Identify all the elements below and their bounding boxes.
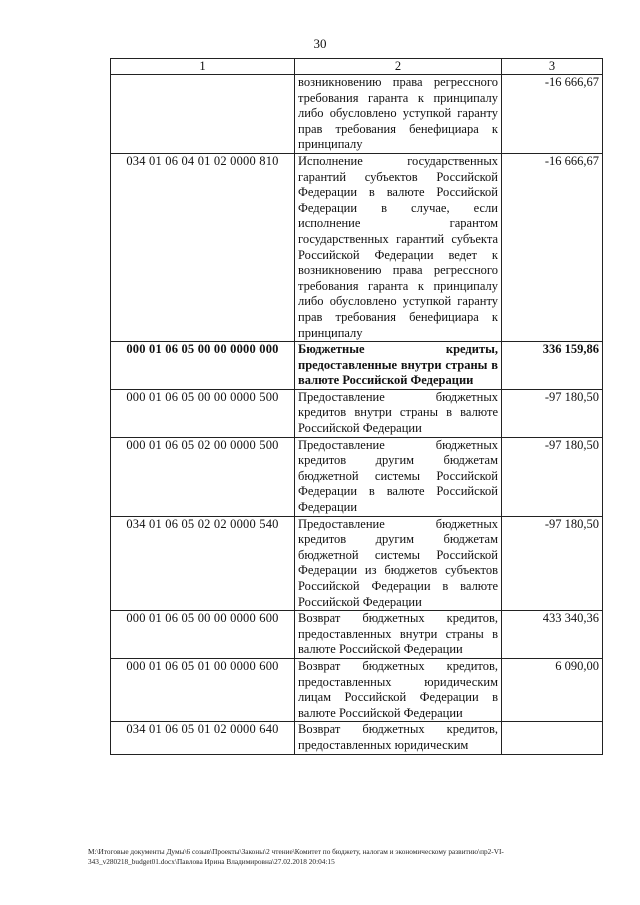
table-row: [111, 516, 603, 611]
row-amount: 336 159,86: [502, 342, 603, 390]
budget-code: 000 01 06 05 02 00 0000 500: [111, 437, 295, 516]
budget-code: 000 01 06 05 00 00 0000 600: [111, 611, 295, 659]
column-header: 2: [295, 59, 502, 75]
budget-code: 034 01 06 05 02 02 0000 540: [111, 516, 295, 611]
row-amount: -16 666,67: [502, 75, 603, 154]
row-description: Предоставление бюджетных кредитов другим бюджетам бюджетной системы Российской Федерации в валюте Российской Федерации: [295, 437, 502, 516]
row-amount: -16 666,67: [502, 153, 603, 341]
table-row: [111, 342, 603, 390]
row-description: Предоставление бюджетных кредитов другим бюджетам бюджетной системы Российской Федерации из бюджетов субъектов Российской Федерации в валюте Российской Федерации: [295, 516, 502, 611]
column-header: 3: [502, 59, 603, 75]
budget-code: 034 01 06 05 01 02 0000 640: [111, 722, 295, 754]
page-number: 30: [313, 36, 327, 51]
row-amount: [502, 722, 603, 754]
row-description: Возврат бюджетных кредитов, предоставленных юридическим: [295, 722, 502, 754]
row-amount: -97 180,50: [502, 437, 603, 516]
row-description: Предоставление бюджетных кредитов внутри страны в валюте Российской Федерации: [295, 389, 502, 437]
row-description: Исполнение государственных гарантий субъектов Российской Федерации в валюте Российской Федерации в случае, если исполнение гарантом государственных гарантий субъекта Российской Федерации ведет к возникновению права регрессного требования гаранта к принципалу либо обусловлено уступкой гаранту прав требования бенефициара к принципалу: [295, 153, 502, 341]
table-row: [111, 75, 603, 154]
table-row: [111, 658, 603, 721]
row-description: Возврат бюджетных кредитов, предоставленных юридическим лицам Российской Федерации в валюте Российской Федерации: [295, 658, 502, 721]
table-row: [111, 153, 603, 341]
row-description: Возврат бюджетных кредитов, предоставленных внутри страны в валюте Российской Федерации: [295, 611, 502, 659]
budget-code: 000 01 06 05 00 00 0000 500: [111, 389, 295, 437]
row-amount: 433 340,36: [502, 611, 603, 659]
row-amount: 6 090,00: [502, 658, 603, 721]
row-description: Бюджетные кредиты, предоставленные внутри страны в валюте Российской Федерации: [295, 342, 502, 390]
row-amount: -97 180,50: [502, 389, 603, 437]
budget-code: 034 01 06 04 01 02 0000 810: [111, 153, 295, 341]
document-footer-path: М:\Итоговые документы Думы\6 созыв\Проекты\Законы\2 чтение\Комитет по бюджету, налогам и экономическому развитию\пр2-VI-343_v280218_budget01.docx\Павлова Ирина Владимировна\27.02.2018 20:04:15: [88, 847, 504, 866]
table-row: [111, 437, 603, 516]
row-description: возникновению права регрессного требования гаранта к принципалу либо обусловлено уступкой гаранту прав требования бенефициара к принципалу: [295, 75, 502, 154]
budget-code: 000 01 06 05 01 00 0000 600: [111, 658, 295, 721]
table-row: [111, 611, 603, 659]
row-amount: -97 180,50: [502, 516, 603, 611]
table-row: [111, 722, 603, 754]
budget-table: [110, 58, 603, 755]
table-header-row: [111, 59, 603, 75]
budget-code: 000 01 06 05 00 00 0000 000: [111, 342, 295, 390]
table-row: [111, 389, 603, 437]
budget-code: [111, 75, 295, 154]
column-header: 1: [111, 59, 295, 75]
